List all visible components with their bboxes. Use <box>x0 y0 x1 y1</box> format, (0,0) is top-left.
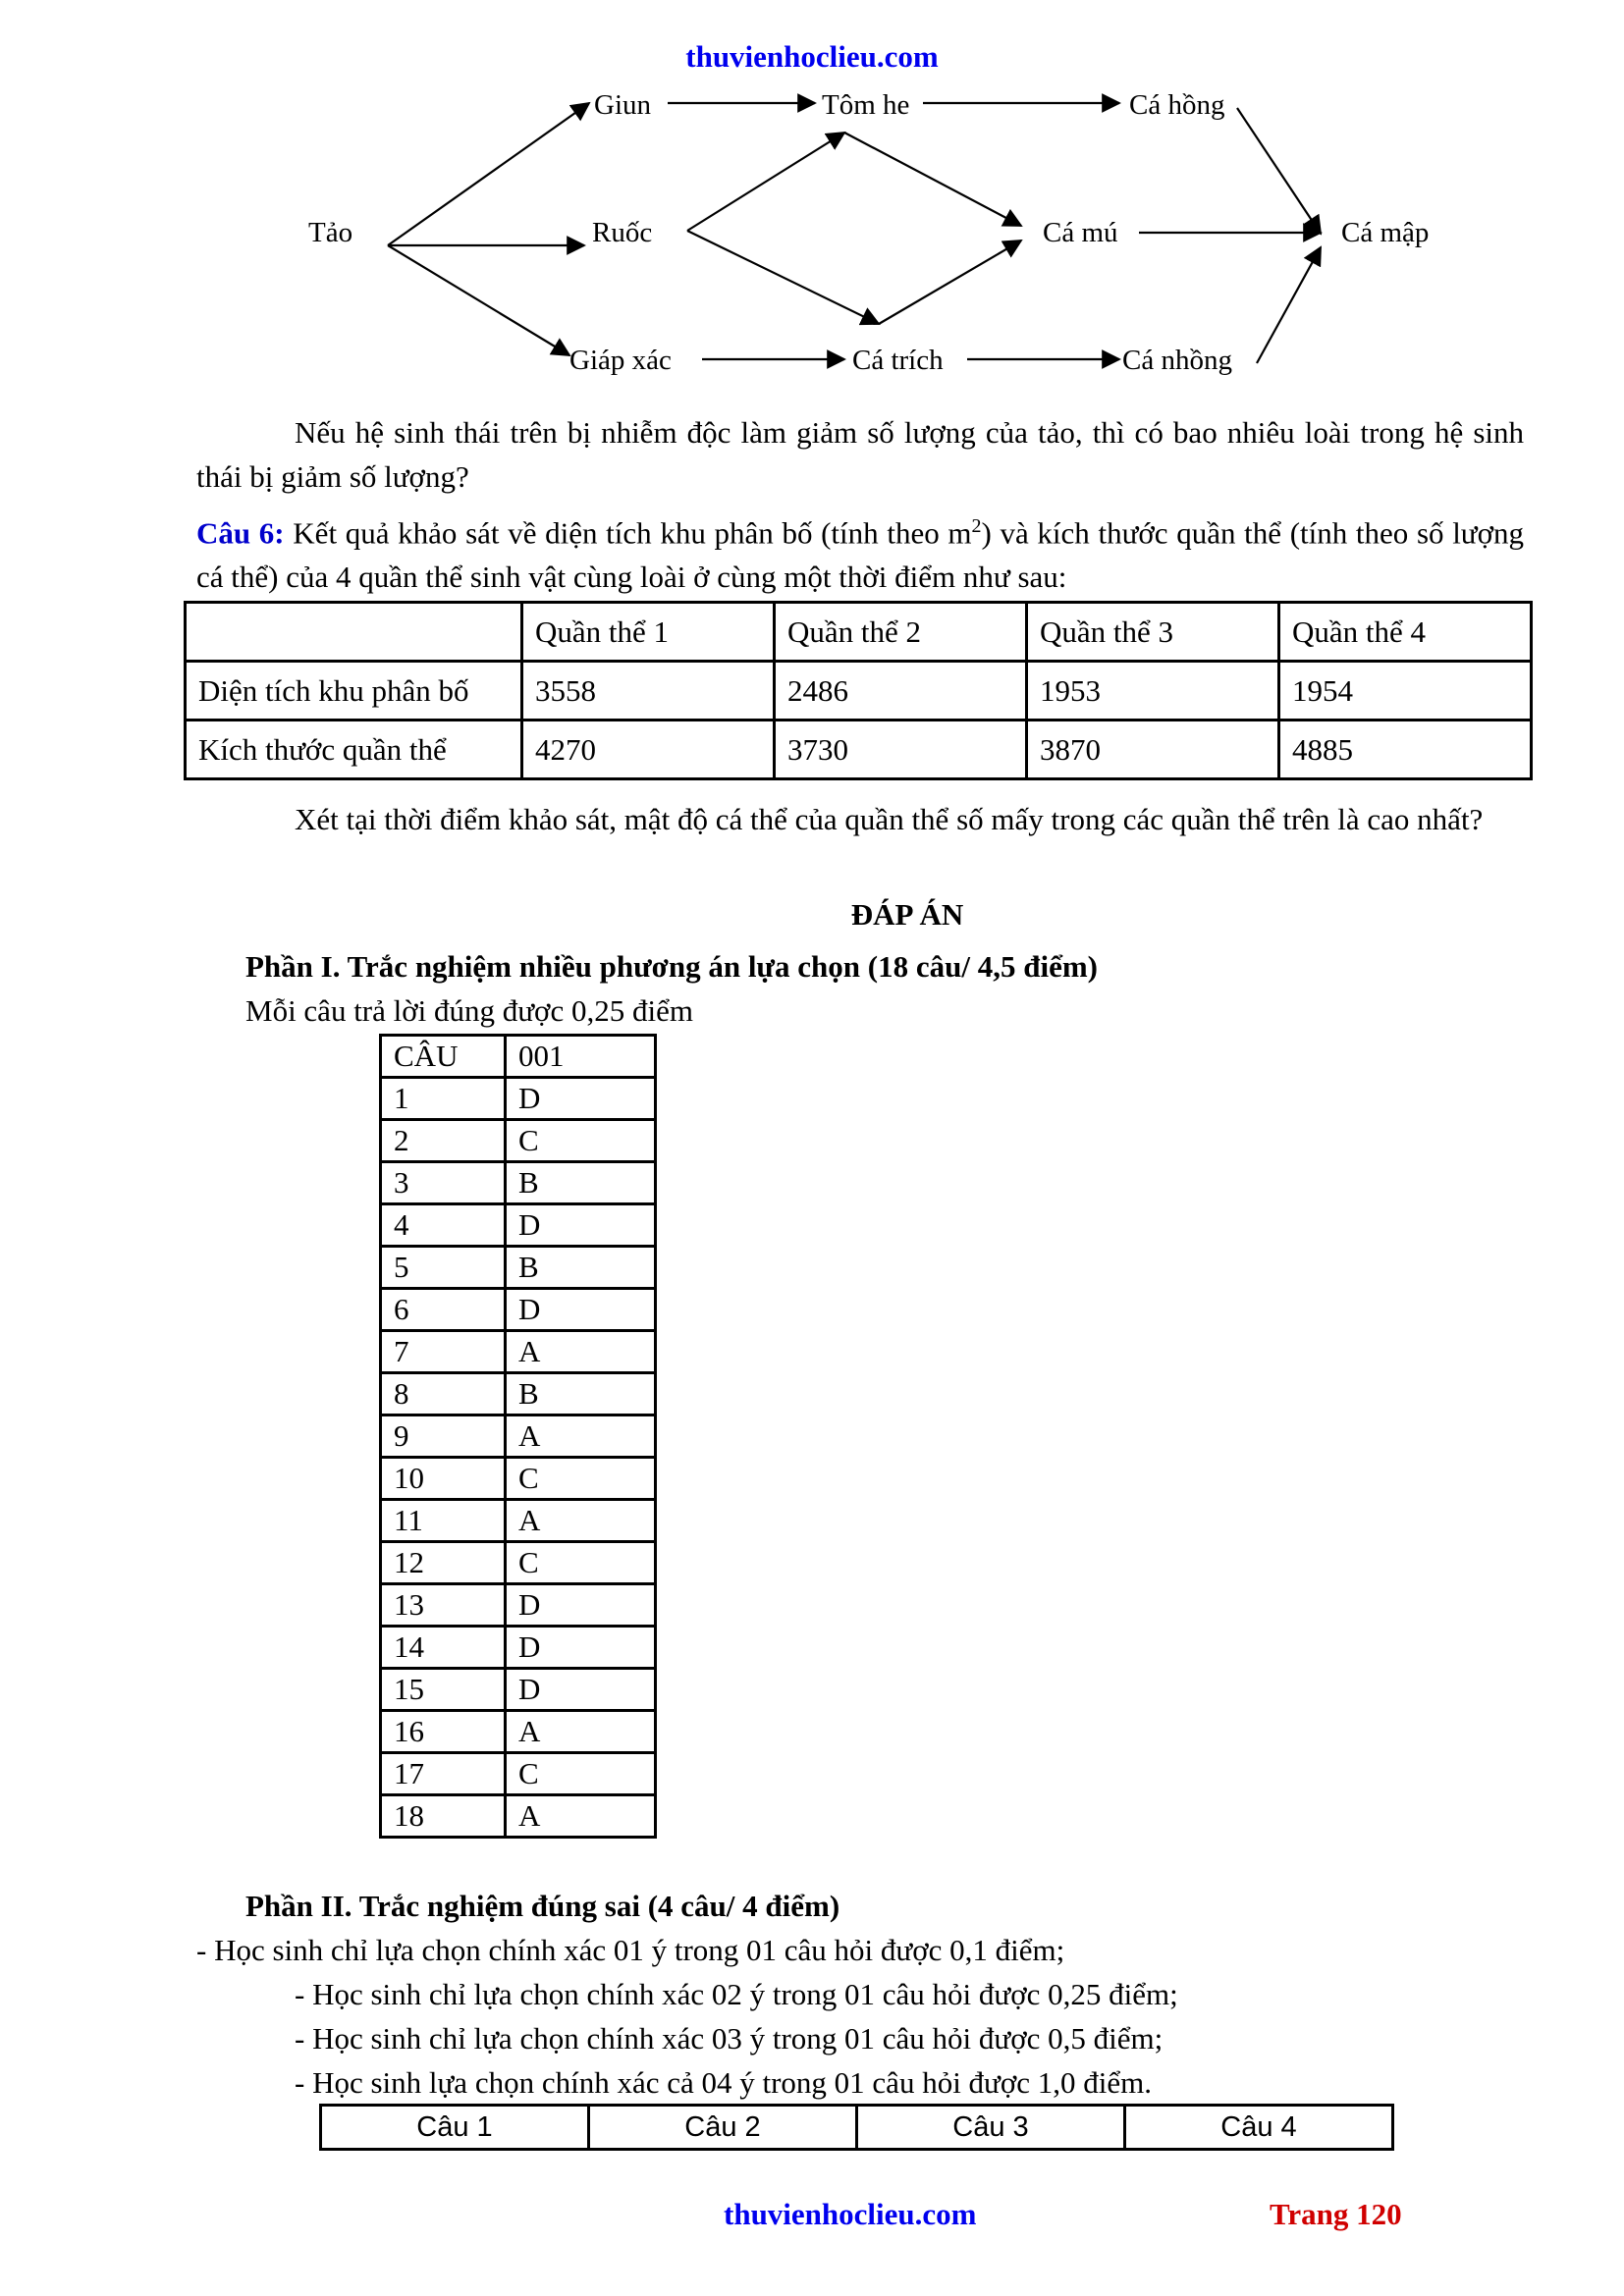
answer-letter: A <box>506 1711 656 1753</box>
answer-header-row <box>381 1036 656 1078</box>
table-row <box>186 721 1532 779</box>
answer-header-cell: CÂU <box>381 1036 506 1078</box>
table-header-cell: Quần thể 1 <box>522 603 775 662</box>
part-2-answer-table <box>319 2104 1394 2151</box>
table-row <box>186 662 1532 721</box>
question-number: 16 <box>381 1711 506 1753</box>
table-row <box>381 1458 656 1500</box>
answer-letter: D <box>506 1289 656 1331</box>
table-cell: Kích thước quần thể <box>186 721 522 779</box>
answer-letter: C <box>506 1120 656 1162</box>
answer-letter: D <box>506 1627 656 1669</box>
question-number: 18 <box>381 1795 506 1838</box>
table-header-cell: Quần thể 3 <box>1027 603 1279 662</box>
table-cell: 4885 <box>1279 721 1532 779</box>
question-number: 10 <box>381 1458 506 1500</box>
question-number: 2 <box>381 1120 506 1162</box>
answer-letter: A <box>506 1500 656 1542</box>
question-6-text <box>196 505 1524 599</box>
question-6-label: Câu 6: <box>196 515 285 551</box>
table-row <box>381 1500 656 1542</box>
food-web-diagram <box>265 79 1483 393</box>
table-header-row <box>321 2106 1393 2150</box>
answer-letter: A <box>506 1331 656 1373</box>
node-tao: Tảo <box>308 217 353 248</box>
question-6-text-b: ) và kích thước quần thể (tính theo số lượng cá thể) của 4 quần thể sinh vật cùng loài ở cùng một thời điểm như sau: <box>196 515 1524 595</box>
question-5-text: Nếu hệ sinh thái trên bị nhiễm độc làm giảm số lượng của tảo, thì có bao nhiêu loài trong hệ sinh thái bị giảm số lượng? <box>196 415 1524 494</box>
table-row <box>381 1078 656 1120</box>
table-row <box>381 1415 656 1458</box>
table-header-cell: Câu 1 <box>321 2106 589 2150</box>
part-2-rule: - Học sinh chỉ lựa chọn chính xác 03 ý trong 01 câu hỏi được 0,5 điểm; <box>295 2021 1164 2056</box>
table-cell: 3730 <box>775 721 1027 779</box>
node-ca-hong: Cá hồng <box>1129 89 1225 121</box>
edge-tomhe-camu <box>844 133 1021 226</box>
question-number: 3 <box>381 1162 506 1204</box>
answer-letter: C <box>506 1542 656 1584</box>
part-1-note: Mỗi câu trả lời đúng được 0,25 điểm <box>245 993 693 1028</box>
answer-key-table <box>379 1034 657 1839</box>
node-ca-nhong: Cá nhồng <box>1122 345 1232 376</box>
question-number: 17 <box>381 1753 506 1795</box>
table-row <box>381 1627 656 1669</box>
table-header-cell: Quần thể 2 <box>775 603 1027 662</box>
table-row <box>381 1289 656 1331</box>
question-number: 13 <box>381 1584 506 1627</box>
answer-letter: A <box>506 1415 656 1458</box>
question-number: 11 <box>381 1500 506 1542</box>
table-row <box>381 1247 656 1289</box>
node-ca-map: Cá mập <box>1341 217 1430 248</box>
answer-header-cell: 001 <box>506 1036 656 1078</box>
table-cell: Diện tích khu phân bố <box>186 662 522 721</box>
table-cell: 1953 <box>1027 662 1279 721</box>
part-1-title: Phần I. Trắc nghiệm nhiều phương án lựa chọn (18 câu/ 4,5 điểm) <box>245 949 1098 984</box>
page-number: Trang 120 <box>1270 2197 1402 2231</box>
population-table <box>184 601 1533 780</box>
question-number: 15 <box>381 1669 506 1711</box>
question-number: 12 <box>381 1542 506 1584</box>
node-ca-trich: Cá trích <box>852 345 944 376</box>
table-cell: 1954 <box>1279 662 1532 721</box>
question-6-text-a: Kết quả khảo sát về diện tích khu phân bố (tính theo m <box>284 515 972 551</box>
table-row <box>381 1753 656 1795</box>
answer-letter: B <box>506 1247 656 1289</box>
answer-letter: B <box>506 1373 656 1415</box>
answer-letter: A <box>506 1795 656 1838</box>
edge-canhong-camap <box>1257 247 1321 363</box>
table-row <box>381 1331 656 1373</box>
edge-tao-giun <box>388 103 589 245</box>
node-tom-he: Tôm he <box>822 89 910 121</box>
table-header-cell: Câu 4 <box>1125 2106 1393 2150</box>
part-2-rule: - Học sinh chỉ lựa chọn chính xác 02 ý trong 01 câu hỏi được 0,25 điểm; <box>295 1977 1178 2011</box>
answer-letter: D <box>506 1204 656 1247</box>
table-row <box>381 1120 656 1162</box>
question-number: 9 <box>381 1415 506 1458</box>
question-number: 8 <box>381 1373 506 1415</box>
footer-site-link[interactable]: thuvienhoclieu.com <box>724 2197 977 2231</box>
question-number: 14 <box>381 1627 506 1669</box>
edge-tao-giapxac <box>388 245 569 355</box>
answer-key-title: ĐÁP ÁN <box>850 897 964 932</box>
question-number: 7 <box>381 1331 506 1373</box>
table-header-cell: Câu 3 <box>857 2106 1125 2150</box>
part-2-rule: - Học sinh lựa chọn chính xác cả 04 ý trong 01 câu hỏi được 1,0 điểm. <box>295 2065 1152 2100</box>
table-row <box>381 1584 656 1627</box>
answer-letter: D <box>506 1078 656 1120</box>
answer-letter: B <box>506 1162 656 1204</box>
part-2-rule: - Học sinh chỉ lựa chọn chính xác 01 ý trong 01 câu hỏi được 0,1 điểm; <box>196 1933 1065 1967</box>
question-6-follow-up: Xét tại thời điểm khảo sát, mật độ cá thể của quần thể số mấy trong các quần thể trên là cao nhất? <box>295 802 1484 836</box>
table-header-cell: Quần thể 4 <box>1279 603 1532 662</box>
table-header-row <box>186 603 1532 662</box>
answer-letter: D <box>506 1584 656 1627</box>
edge-catrich-camu <box>879 240 1021 324</box>
question-number: 5 <box>381 1247 506 1289</box>
answer-letter: C <box>506 1458 656 1500</box>
question-number: 6 <box>381 1289 506 1331</box>
node-ruoc: Ruốc <box>592 217 653 248</box>
table-cell: 4270 <box>522 721 775 779</box>
edge-ruoc-catrich <box>687 231 879 324</box>
table-cell: 3870 <box>1027 721 1279 779</box>
table-row <box>381 1669 656 1711</box>
node-giap-xac: Giáp xác <box>569 345 672 376</box>
answer-letter: C <box>506 1753 656 1795</box>
table-row <box>381 1373 656 1415</box>
table-row <box>381 1795 656 1838</box>
edge-cahong-camap <box>1237 108 1321 234</box>
question-number: 4 <box>381 1204 506 1247</box>
edge-ruoc-tomhe <box>687 133 844 231</box>
table-row <box>381 1204 656 1247</box>
table-header-cell <box>186 603 522 662</box>
part-2-title: Phần II. Trắc nghiệm đúng sai (4 câu/ 4 điểm) <box>245 1889 840 1923</box>
table-header-cell: Câu 2 <box>589 2106 857 2150</box>
table-row <box>381 1711 656 1753</box>
table-row <box>381 1162 656 1204</box>
node-ca-mu: Cá mú <box>1043 217 1118 248</box>
node-giun: Giun <box>594 89 651 121</box>
table-cell: 3558 <box>522 662 775 721</box>
question-number: 1 <box>381 1078 506 1120</box>
answer-letter: D <box>506 1669 656 1711</box>
site-header[interactable]: thuvienhoclieu.com <box>685 39 939 74</box>
table-cell: 2486 <box>775 662 1027 721</box>
table-row <box>381 1542 656 1584</box>
question-6-sup: 2 <box>971 515 982 537</box>
